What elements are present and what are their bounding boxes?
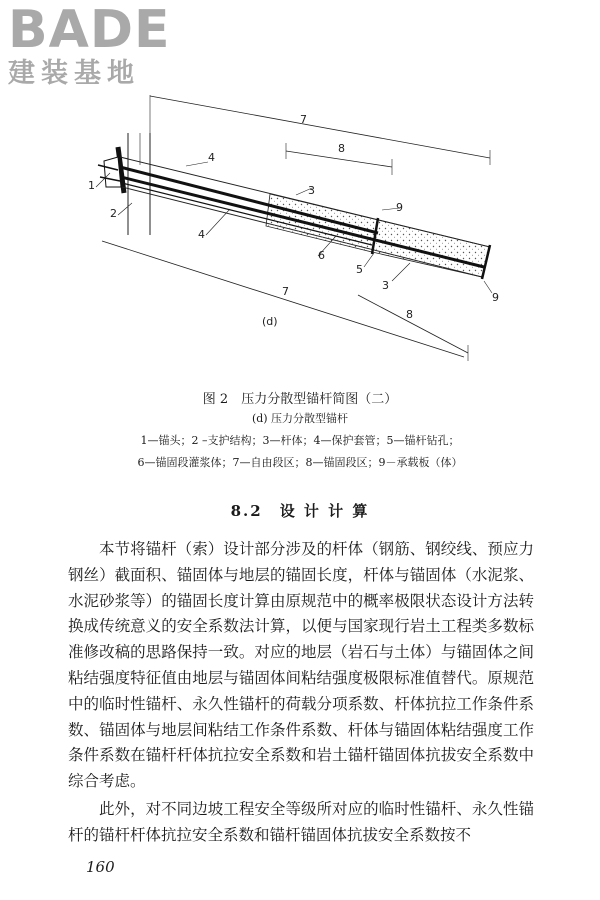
label-7-top: 7 (300, 113, 307, 126)
figure-legend-line-2: 6—锚固段灌浆体；7—自由段区；8—锚固段区；9－承载板（体） (137, 456, 463, 469)
dim-7-top-line (150, 96, 490, 158)
anchor-diagram (0, 95, 600, 385)
leader-4a (186, 162, 208, 166)
label-4b: 4 (198, 228, 205, 241)
label-2: 2 (110, 207, 117, 220)
figure-legend-line-1: 1—锚头；2 –支护结构；3—杆体；4—保护套管；5—锚杆钻孔； (140, 434, 460, 447)
figure-subtitle: (d) 压力分散型锚杆 (251, 412, 349, 425)
grout-body-stage-2 (372, 220, 490, 277)
paragraph-1: 本节将锚杆（索）设计部分涉及的杆体（钢筋、钢绞线、预应力钢丝）截面积、锚固体与地层的锚固长度，杆体与锚固体（水泥浆、水泥砂浆等）的锚固长度计算由原规范中的概率极限状态设计方法转换成传统意义的安全系数法计算，以便与国家现行岩土工程类多数标准修改稿的思路保持一致。对应的地层（岩石与土体）与锚固体之间粘结强度特征值由地层与锚固体间粘结强度极限标准值替代。原规范中的临时性锚杆、永久性锚杆的荷载分项系数、杆体抗拉工作条件系数、锚固体与地层间粘结工作条件系数、杆体与锚固体粘结强度工作条件系数在锚杆杆体抗拉安全系数和岩土锚杆锚固体抗拔安全系数中综合考虑。 (68, 540, 534, 791)
tendon-2 (121, 177, 484, 267)
dim-8-bottom-line (358, 295, 468, 353)
leader-2 (118, 203, 132, 215)
logo-subtitle: 建装基地 (8, 58, 140, 89)
leader-4b (206, 209, 230, 235)
page-number: 160 (86, 858, 115, 876)
section-title: 8.2 设 计 计 算 (230, 502, 370, 520)
anchor-head-nut (104, 157, 121, 187)
label-3a: 3 (308, 184, 315, 197)
logo (8, 0, 171, 90)
label-8-top: 8 (338, 142, 345, 155)
figure-sublabel: (d) (262, 315, 278, 328)
leader-3b (392, 263, 410, 281)
label-7-bottom: 7 (282, 285, 289, 298)
label-5: 5 (356, 263, 363, 276)
leader-5 (364, 253, 374, 267)
leader-9b (484, 281, 492, 293)
label-9a: 9 (396, 201, 403, 214)
label-1: 1 (88, 179, 95, 192)
label-8-bottom: 8 (406, 308, 413, 321)
label-4a: 4 (208, 151, 215, 164)
tendon-1 (120, 167, 378, 233)
paragraph-2: 此外，对不同边坡工程安全等级所对应的临时性锚杆、永久性锚杆的锚杆杆体抗拉安全系数和锚杆锚固体抗拔安全系数按不 (68, 800, 534, 844)
label-6: 6 (318, 249, 325, 262)
figure-title: 图 2 压力分散型锚杆简图（二） (202, 392, 398, 407)
label-3b: 3 (382, 279, 389, 292)
label-9b: 9 (492, 291, 499, 304)
logo-wordmark: BADE (8, 0, 171, 60)
